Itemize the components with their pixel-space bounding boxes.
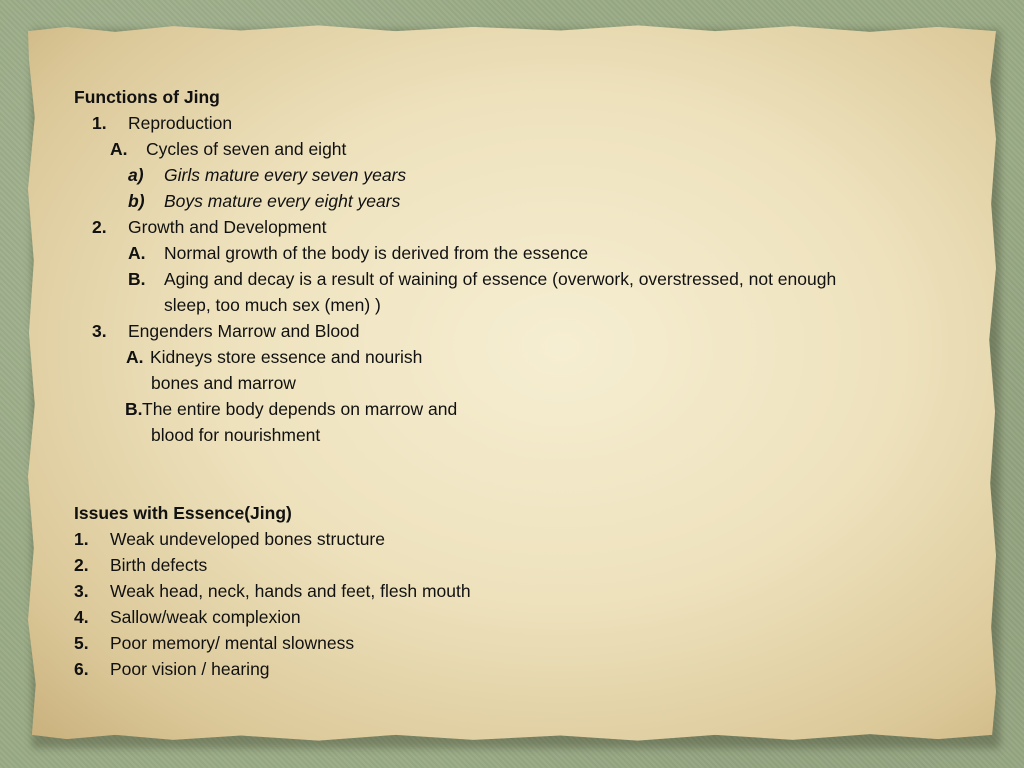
list-number: 1. bbox=[92, 113, 107, 133]
list-item bbox=[74, 526, 954, 552]
list-text: Aging and decay is a result of waining of essence (overwork, overstressed, not enough bbox=[164, 269, 837, 289]
list-number: a) bbox=[128, 165, 144, 185]
section-spacer bbox=[74, 448, 954, 500]
list-number: A. bbox=[128, 243, 146, 263]
list-item bbox=[74, 188, 954, 214]
list-text: Reproduction bbox=[128, 113, 233, 133]
list-text: Boys mature every eight years bbox=[164, 191, 401, 211]
list-text: Weak undeveloped bones structure bbox=[110, 529, 385, 549]
slide-content bbox=[74, 84, 954, 682]
list-number: 2. bbox=[92, 217, 107, 237]
list-item bbox=[74, 578, 954, 604]
list-number: b) bbox=[128, 191, 145, 211]
list-text-continued: sleep, too much sex (men) ) bbox=[164, 295, 381, 315]
list-number: 1. bbox=[74, 529, 89, 549]
list-text: Sallow/weak complexion bbox=[110, 607, 301, 627]
list-number: 2. bbox=[74, 555, 89, 575]
list-number: 4. bbox=[74, 607, 89, 627]
list-text: Poor memory/ mental slowness bbox=[110, 633, 355, 653]
list-text: Normal growth of the body is derived from the essence bbox=[164, 243, 589, 263]
list-item bbox=[74, 656, 954, 682]
functions-heading: Functions of Jing bbox=[74, 87, 220, 107]
list-number: A. bbox=[126, 347, 144, 367]
list-item bbox=[74, 552, 954, 578]
list-text: Weak head, neck, hands and feet, flesh mouth bbox=[110, 581, 471, 601]
list-item bbox=[74, 396, 954, 448]
list-item bbox=[74, 266, 954, 318]
list-number: B. bbox=[125, 399, 143, 419]
list-text: Engenders Marrow and Blood bbox=[128, 321, 360, 341]
list-number: 6. bbox=[74, 659, 89, 679]
list-text-continued: blood for nourishment bbox=[151, 425, 321, 445]
list-item bbox=[74, 318, 954, 344]
list-item bbox=[74, 162, 954, 188]
list-number: A. bbox=[110, 139, 128, 159]
list-number: 3. bbox=[92, 321, 107, 341]
list-text-continued: bones and marrow bbox=[151, 373, 296, 393]
list-item bbox=[74, 240, 954, 266]
list-text: Poor vision / hearing bbox=[110, 659, 270, 679]
list-number: B. bbox=[128, 269, 146, 289]
list-item bbox=[74, 214, 954, 240]
list-text: Growth and Development bbox=[128, 217, 327, 237]
list-text: Cycles of seven and eight bbox=[146, 139, 347, 159]
list-item bbox=[74, 630, 954, 656]
list-text: The entire body depends on marrow and bbox=[142, 399, 458, 419]
list-item bbox=[74, 604, 954, 630]
list-item bbox=[74, 344, 954, 396]
list-item bbox=[74, 136, 954, 162]
list-text: Birth defects bbox=[110, 555, 208, 575]
list-text: Kidneys store essence and nourish bbox=[150, 347, 423, 367]
list-number: 3. bbox=[74, 581, 89, 601]
issues-heading: Issues with Essence(Jing) bbox=[74, 503, 292, 523]
list-text: Girls mature every seven years bbox=[164, 165, 407, 185]
list-number: 5. bbox=[74, 633, 89, 653]
list-item bbox=[74, 110, 954, 136]
